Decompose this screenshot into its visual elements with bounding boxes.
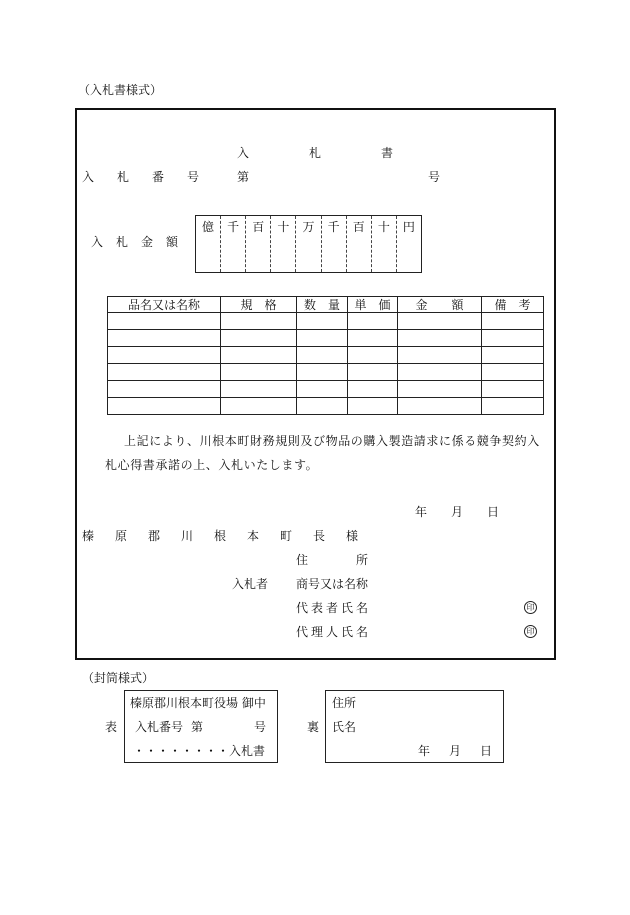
envelope-bid-number-suffix: 号 [254,720,267,734]
envelope-name-label: 氏名 [332,720,357,734]
bid-form-style-caption: （入札書様式） [78,83,163,97]
items-table-row [108,381,544,398]
agent-name-label: 代理人氏名 [296,625,372,639]
seal-icon: 印 [524,601,537,614]
items-table-cell [297,313,348,330]
amount-digit-unit: 百 [252,220,265,234]
amount-digit-unit: 円 [402,220,415,234]
amount-digit-cell [270,216,295,272]
items-table-cell [482,381,544,398]
bidder-company-label: 商号又は名称 [296,577,369,591]
items-table-header-cell: 規 格 [221,297,297,313]
items-table-body [108,313,544,415]
amount-digit-unit: 十 [377,220,390,234]
envelope-date-line: 年月日 [418,744,512,758]
items-table-cell [348,347,398,364]
amount-digit-cell [396,216,421,272]
items-table-cell [108,313,221,330]
amount-digit-unit: 千 [327,220,340,234]
items-table-cell [221,347,297,364]
bid-number-suffix: 号 [428,170,441,184]
items-table-cell [348,364,398,381]
representative-name-label: 代表者氏名 [296,601,372,615]
items-table-cell [398,330,482,347]
amount-digit-unit: 万 [302,220,315,234]
items-table-cell [108,381,221,398]
items-table-cell [297,398,348,415]
amount-digit-unit: 百 [352,220,365,234]
items-table-header-cell: 数 量 [297,297,348,313]
items-table-cell [108,364,221,381]
statement-line: 上記により、川根本町財務規則及び物品の購入製造請求に係る競争契約入 [124,434,540,448]
items-table [107,296,544,415]
items-table-cell [297,330,348,347]
items-table-cell [221,330,297,347]
items-table-row [108,313,544,330]
items-table-cell [297,364,348,381]
amount-digit-unit: 億 [202,220,215,234]
items-table-cell [398,381,482,398]
items-table-row [108,364,544,381]
items-table-row [108,347,544,364]
amount-digit-cell [196,216,220,272]
amount-digit-unit: 千 [227,220,240,234]
items-table-cell [482,330,544,347]
amount-digit-cell [321,216,346,272]
items-table-header-cell: 単 価 [348,297,398,313]
amount-digit-cell [346,216,371,272]
items-table-cell [398,398,482,415]
addressee: 榛原郡川根本町長様 [82,529,380,543]
envelope-front [124,690,278,763]
items-table-cell [482,364,544,381]
bidder-group-label: 入札者 [232,577,269,591]
items-table-row [108,330,544,347]
amount-digit-cell [245,216,270,272]
items-table-header-cell: 金 額 [398,297,482,313]
envelope-recipient: 榛原郡川根本町役場 御中 [130,696,266,710]
items-table-cell [398,313,482,330]
bid-amount-grid [195,215,422,273]
statement-line: 札心得書承諾の上、入札いたします。 [105,458,319,472]
items-table-row [108,398,544,415]
items-table-cell [221,398,297,415]
bid-form [75,108,556,660]
amount-digit-cell [220,216,245,272]
bidder-address-label: 住所 [296,553,417,567]
items-table-header-cell: 品名又は名称 [108,297,221,313]
items-table-cell [108,330,221,347]
items-table-cell [482,398,544,415]
envelope-bid-number-label: 入札番号 [135,720,184,734]
envelope-front-side-label: 表 [105,720,118,734]
amount-digit-cell [295,216,320,272]
bid-number-label: 入札番号 [82,170,223,184]
items-table-cell [221,364,297,381]
envelope-style-caption: （封筒様式） [82,671,155,685]
items-table-cell [297,381,348,398]
items-table-cell [108,398,221,415]
envelope-address-label: 住所 [332,696,357,710]
items-table-cell [398,364,482,381]
items-table-cell [348,313,398,330]
items-table-cell [221,381,297,398]
envelope-contents-line: ・・・・・・・・入札書 [133,744,266,758]
bid-amount-label: 入札金額 [91,235,192,249]
items-table-header-cell: 備 考 [482,297,544,313]
amount-digit-cell [371,216,396,272]
date-line: 年月日 [415,505,524,519]
items-table-cell [297,347,348,364]
items-table-cell [348,381,398,398]
items-table-cell [348,398,398,415]
items-table-cell [348,330,398,347]
form-title: 入札書 [237,146,454,160]
items-table-cell [482,313,544,330]
items-table-head [108,297,544,313]
items-table-cell [108,347,221,364]
seal-icon: 印 [524,625,537,638]
bid-number-prefix: 第 [237,170,250,184]
envelope-back-side-label: 裏 [307,720,320,734]
envelope-bid-number-prefix: 第 [191,720,204,734]
envelope-back [325,690,512,763]
items-table-cell [482,347,544,364]
items-table-header-row [108,297,544,313]
amount-digit-unit: 十 [277,220,290,234]
items-table-cell [221,313,297,330]
items-table-cell [398,347,482,364]
